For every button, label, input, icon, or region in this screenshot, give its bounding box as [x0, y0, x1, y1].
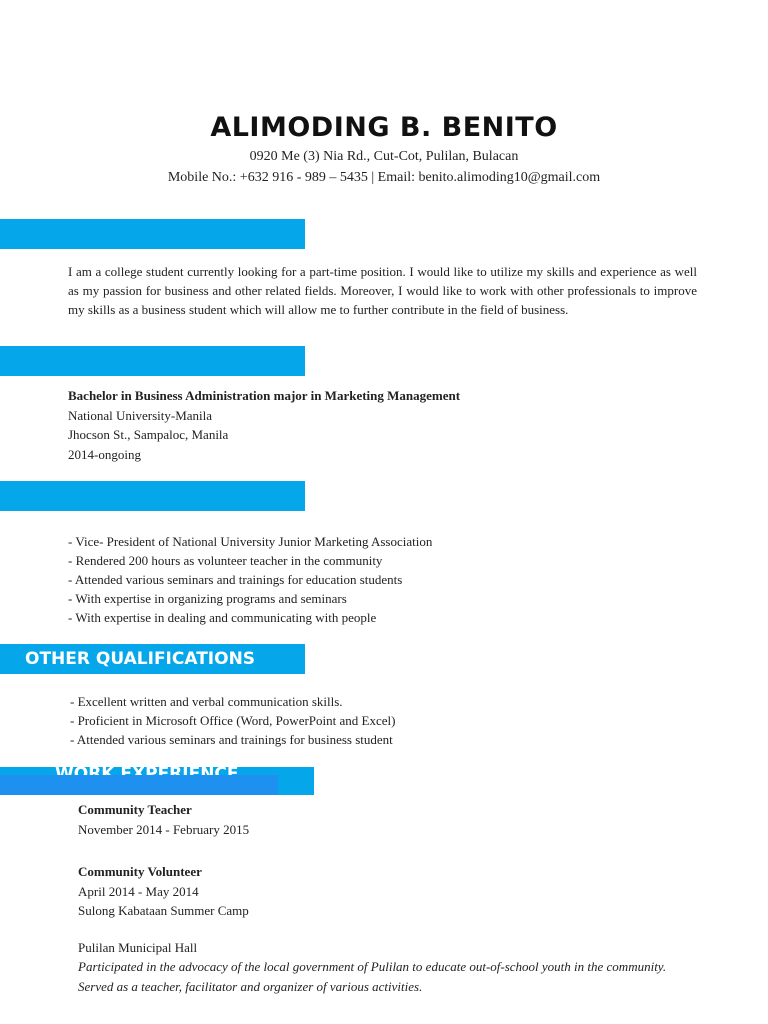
education-block — [68, 386, 708, 464]
list-item: - Vice- President of National University Junior Marketing Association — [68, 534, 433, 549]
objective-text: I am a college student currently looking for a part-time position. I would like to utilize my skills and experience as well as my passion for business and other related fields. Moreover, I would like to work with other professionals to improve my skills as a business student which will allow me to further contribute in the field of business. — [68, 264, 697, 317]
job-dates: November 2014 - February 2015 — [78, 821, 250, 837]
qualifications-section-bar: OTHER QUALIFICATIONS — [0, 644, 305, 674]
job-place: Sulong Kabataan Summer Camp — [78, 903, 249, 918]
list-item: - Attended various seminars and trainings for education students — [68, 572, 403, 587]
achievements-list — [68, 532, 708, 627]
list-item: - With expertise in dealing and communicating with people — [68, 610, 377, 625]
education-section-bar — [0, 346, 305, 376]
work-section-bar — [0, 767, 314, 795]
list-item: - Proficient in Microsoft Office (Word, PowerPoint and Excel) — [70, 713, 396, 728]
school: National University-Manila — [68, 407, 213, 423]
job-dates: April 2014 - May 2014 — [78, 883, 199, 899]
contact-line: Mobile No.: +632 916 - 989 – 5435 | Email: benito.alimoding10@gmail.com — [167, 170, 601, 185]
list-item: - With expertise in organizing programs and seminars — [68, 591, 347, 606]
qualifications-list — [70, 692, 710, 749]
job-title: Community Volunteer — [78, 864, 202, 879]
list-item: - Rendered 200 hours as volunteer teacher in the community — [68, 553, 383, 568]
school-address: Jhocson St., Sampaloc, Manila — [68, 427, 229, 442]
list-item: - Attended various seminars and trainings for business student — [70, 732, 393, 747]
work-bar-overlay — [0, 775, 278, 795]
applicant-name: ALIMODING B. BENITO — [210, 112, 558, 143]
degree: Bachelor in Business Administration major in Marketing Management — [68, 388, 461, 403]
job-place: Pulilan Municipal Hall — [78, 939, 198, 955]
list-item: - Excellent written and verbal communication skills. — [70, 694, 343, 709]
achievements-section-bar — [0, 481, 305, 511]
objective-section-bar — [0, 219, 305, 249]
work-block — [78, 800, 678, 996]
address-line: 0920 Me (3) Nia Rd., Cut-Cot, Pulilan, Bulacan — [249, 149, 519, 164]
job-description: Participated in the advocacy of the local government of Pulilan to educate out-of-school youth in the community. Served as a teacher, facilitator and organizer of various activities. — [78, 959, 667, 994]
school-years: 2014-ongoing — [68, 446, 141, 462]
job-title: Community Teacher — [78, 802, 192, 817]
